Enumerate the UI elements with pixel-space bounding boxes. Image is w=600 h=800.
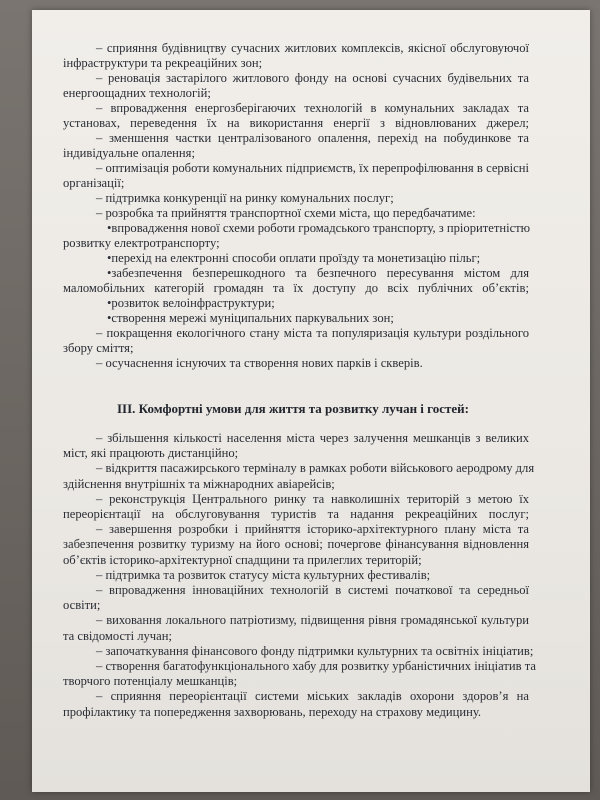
text-line: – впровадження енергозберігаючих технологій в комунальних закладах та xyxy=(96,101,529,115)
text-line: – сприяння будівництву сучасних житлових комплексів, якісної обслуговуючої xyxy=(96,41,529,55)
text-line: розвитку електротранспорту; xyxy=(63,236,220,250)
text-line: – відкриття пасажирського терміналу в рамках роботи військового аеродрому для xyxy=(96,461,535,476)
text-line: енергоощадних технологій; xyxy=(63,86,211,100)
text-line: збору сміття; xyxy=(63,341,134,355)
text-line: об’єктів історико-архітектурної спадщини та прилеглих територій; xyxy=(63,552,422,567)
text-line: – підтримка та розвиток статусу міста культурних фестивалів; xyxy=(96,567,431,582)
text-line: освіти; xyxy=(63,598,101,613)
text-line: – збільшення кількості населення міста через залучення мешканців з великих xyxy=(96,431,529,445)
bullet-line: •перехід на електронні способи оплати проїзду та монетизацію пільг; xyxy=(107,251,481,265)
text-line: – реконструкція Центрального ринку та навколишніх територій з метою їх xyxy=(96,491,529,506)
text-line: – розробка та прийняття транспортної схеми міста, що передбачатиме: xyxy=(96,206,476,220)
bullet-line: •розвиток велоінфраструктури; xyxy=(107,296,275,310)
text-line: переорієнтації на обслуговування туристів та надання рекреаційних послуг; xyxy=(63,507,529,521)
text-line: – створення багатофункціонального хабу для розвитку урбаністичних ініціатив та xyxy=(96,659,537,673)
section-heading: III. Комфортні умови для життя та розвитку лучан і гостей: xyxy=(116,401,469,416)
text-line: установах, переведення їх на використання енергії з відновлюваних джерел; xyxy=(63,116,529,130)
text-line: профілактику та попередження захворювань, переходу на страхову медицину. xyxy=(63,704,482,719)
text-line: – оптимізація роботи комунальних підприємств, їх перепрофілювання в сервісні xyxy=(96,161,529,175)
text-line: забезпечення розвитку туризму на його основі; почергове фінансування відновлення xyxy=(63,537,529,552)
bullet-line: •забезпечення безперешкодного та безпечного пересування містом для xyxy=(107,266,529,280)
text-line: здійснення внутрішніх та міжнародних авіарейсів; xyxy=(63,476,335,491)
text-line: інфраструктури та рекреаційних зон; xyxy=(63,56,263,70)
text-line: – впровадження інноваційних технологій в системі початкової та середньої xyxy=(96,583,529,597)
bullet-line: •впровадження нової схеми роботи громадського транспорту, з пріоритетністю xyxy=(107,221,531,235)
text-line: та свідомості лучан; xyxy=(63,628,172,643)
text-line: творчого потенціалу мешканців; xyxy=(63,674,238,689)
text-line: організації; xyxy=(63,176,125,190)
text-line: – реновація застарілого житлового фонду на основі сучасних будівельних та xyxy=(96,71,529,85)
bullet-line: •створення мережі муніципальних паркувальних зон; xyxy=(107,311,394,325)
text-line: – осучаснення існуючих та створення нових парків і скверів. xyxy=(96,356,423,370)
text-line: індивідуальне опалення; xyxy=(63,146,195,160)
text-line: – сприяння переорієнтації системи міських закладів охорони здоров’я на xyxy=(96,689,529,704)
text-line: міст, які працюють дистанційно; xyxy=(63,446,239,461)
text-line: – виховання локального патріотизму, підвищення рівня громадянської культури xyxy=(96,613,529,628)
text-line: – покращення екологічного стану міста та популяризація культури роздільного xyxy=(96,326,529,340)
text-line: маломобільних категорій громадян та їх доступу до всіх публічних об’єктів; xyxy=(63,281,529,295)
text-line: – започаткування фінансового фонду підтримки культурних та освітніх ініціатив; xyxy=(96,643,534,658)
text-line: – підтримка конкуренції на ринку комунальних послуг; xyxy=(96,191,394,205)
text-line: – зменшення частки централізованого опалення, перехід на побудинкове та xyxy=(96,131,529,145)
text-line: – завершення розробки і прийняття історико-архітектурного плану міста та xyxy=(96,522,529,537)
